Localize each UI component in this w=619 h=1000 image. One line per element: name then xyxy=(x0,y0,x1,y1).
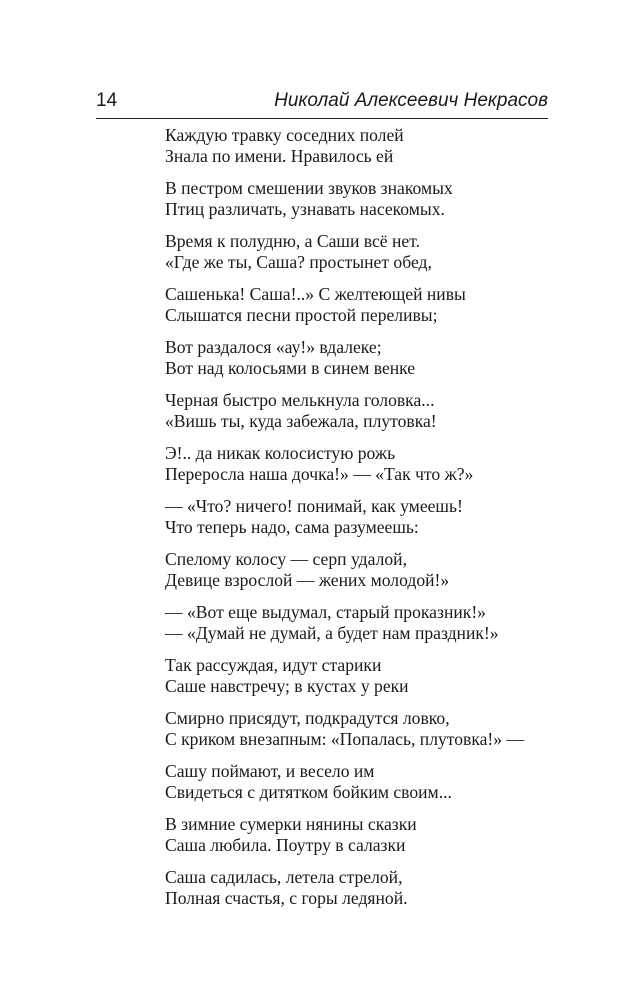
poem-line: Слышатся песни простой переливы; xyxy=(165,305,438,325)
poem-line: Девице взрослой — жених молодой!» xyxy=(165,570,450,590)
poem-line: Сашу поймают, и весело им xyxy=(165,761,375,781)
stanza xyxy=(165,814,565,867)
poem-line: Сашенька! Саша!..» С желтеющей нивы xyxy=(165,284,466,304)
page-header xyxy=(96,88,548,119)
page-number: 14 xyxy=(96,90,118,111)
poem-line: Так рассуждая, идут старики xyxy=(165,655,382,675)
poem-line: Саша садилась, летела стрелой, xyxy=(165,867,403,887)
stanza xyxy=(165,496,565,549)
stanza xyxy=(165,602,565,655)
poem-line: Птиц различать, узнавать насекомых. xyxy=(165,199,445,219)
stanza xyxy=(165,867,565,920)
stanza xyxy=(165,178,565,231)
poem-line: Э!.. да никак колосистую рожь xyxy=(165,443,396,463)
stanza xyxy=(165,231,565,284)
poem-line: Знала по имени. Нравилось ей xyxy=(165,146,394,166)
stanza xyxy=(165,390,565,443)
stanza xyxy=(165,761,565,814)
poem-line: Черная быстро мелькнула головка... xyxy=(165,390,435,410)
poem-line: Свидеться с дитятком бойким своим... xyxy=(165,782,452,802)
poem-line: Саше навстречу; в кустах у реки xyxy=(165,676,409,696)
poem-line: Смирно присядут, подкрадутся ловко, xyxy=(165,708,450,728)
stanza xyxy=(165,549,565,602)
poem-line: Полная счастья, с горы ледяной. xyxy=(165,888,408,908)
stanza xyxy=(165,443,565,496)
poem-line: Переросла наша дочка!» — «Так что ж?» xyxy=(165,464,474,484)
stanza xyxy=(165,284,565,337)
poem-line: «Вишь ты, куда забежала, плутовка! xyxy=(165,411,437,431)
running-head-author: Николай Алексеевич Некрасов xyxy=(274,90,548,111)
poem-line: В зимние сумерки нянины сказки xyxy=(165,814,417,834)
poem-line: Саша любила. Поутру в салазки xyxy=(165,835,406,855)
poem-line: Спелому колосу — серп удалой, xyxy=(165,549,407,569)
stanza xyxy=(165,708,565,761)
poem-line: — «Вот еще выдумал, старый проказник!» xyxy=(165,602,486,622)
stanza xyxy=(165,337,565,390)
poem-line: — «Думай не думай, а будет нам праздник!» xyxy=(165,623,499,643)
poem-line: «Где же ты, Саша? простынет обед, xyxy=(165,252,432,272)
poem-line: Время к полудню, а Саши всё нет. xyxy=(165,231,420,251)
poem-line: — «Что? ничего! понимай, как умеешь! xyxy=(165,496,463,516)
stanza xyxy=(165,125,565,178)
stanza xyxy=(165,655,565,708)
poem-text xyxy=(165,125,565,920)
poem-line: Вот над колосьями в синем венке xyxy=(165,358,416,378)
poem-line: Каждую травку соседних полей xyxy=(165,125,404,145)
poem-line: В пестром смешении звуков знакомых xyxy=(165,178,453,198)
poem-line: Что теперь надо, сама разумеешь: xyxy=(165,517,419,537)
poem-line: С криком внезапным: «Попалась, плутовка!» — xyxy=(165,729,525,749)
poem-line: Вот раздалося «ау!» вдалеке; xyxy=(165,337,382,357)
